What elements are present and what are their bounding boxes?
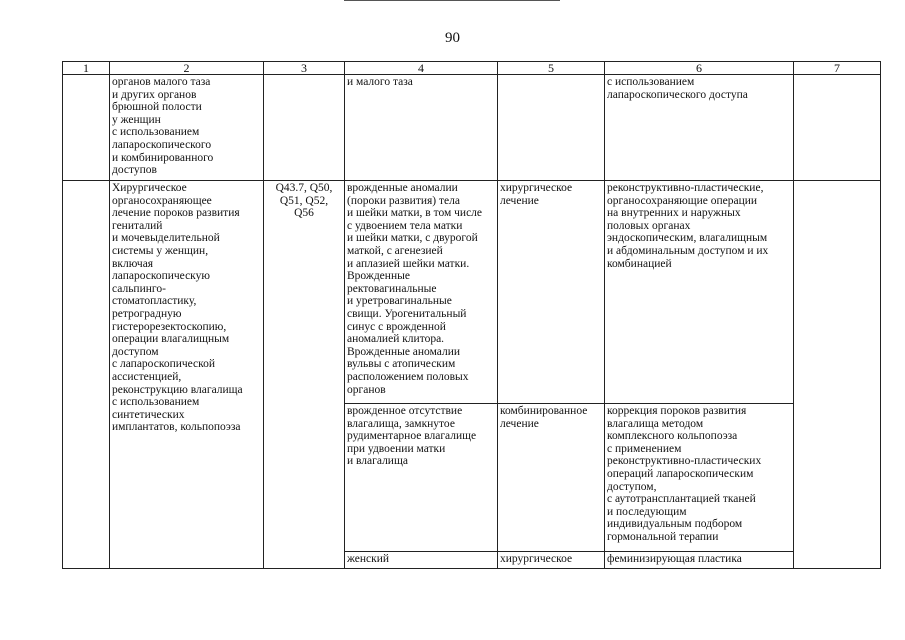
procedure-name-continued: органов малого таза и других органов брюшной полости у женщин с использованием лапароскопического и комбинированного доступов: [112, 76, 214, 177]
row2-col5-cell: [498, 181, 605, 404]
row1-col1-cell: [63, 75, 110, 181]
column-number-3: 3: [264, 62, 345, 75]
row2-col6-cell: [605, 181, 794, 404]
row1-col4-cell: [345, 75, 498, 181]
method-text: с использованием лапароскопического доступа: [607, 76, 748, 101]
column-number-4: 4: [345, 62, 498, 75]
row3-col5-cell: [498, 404, 605, 552]
treatment-type: комбинированное лечение: [500, 405, 588, 430]
row1-col2-cell: [110, 75, 264, 181]
column-number-2: 2: [110, 62, 264, 75]
method-text: феминизирующая пластика: [607, 553, 742, 565]
procedure-name: Хирургическое органосохраняющее лечение пороков развития гениталий и мочевыделительной системы у женщин, включая лапароскопическую сальпинго- стоматопластику, ретроградную гистерорезектоскопию, операции влагалищным доступом с лапароскопической ассистенцией, реконструкцию влагалища с использованием синтетических имплантатов, кольпопоэза: [112, 182, 243, 434]
row4-col6-cell: [605, 552, 794, 569]
column-number-7: 7: [794, 62, 881, 75]
page-number: 90: [445, 30, 460, 46]
diagnosis-text: врожденное отсутствие влагалища, замкнутое рудиментарное влагалище при удвоении матки и влагалища: [347, 405, 477, 468]
row4-col4-cell: [345, 552, 498, 569]
top-rule: [344, 0, 560, 1]
diagnosis-text: и малого таза: [347, 76, 413, 88]
row3-col4-cell: [345, 404, 498, 552]
icd-codes: Q43.7, Q50, Q51, Q52, Q56: [275, 182, 333, 220]
column-number-1: 1: [63, 62, 110, 75]
column-number-6: 6: [605, 62, 794, 75]
method-text: коррекция пороков развития влагалища методом комплексного кольпопоэза с применением реконструктивно-пластических операций лапароскопическим доступом, с аутотрансплантацией тканей и последующим индивидуальным подбором гормональной терапии: [607, 405, 762, 543]
row2-col4-cell: [345, 181, 498, 404]
row2-col1-cell: [63, 181, 110, 569]
row1-col5-cell: [498, 75, 605, 181]
diagnosis-text: врожденные аномалии (пороки развития) тела и шейки матки, в том числе с удвоением тела матки и шейки матки, с двурогой маткой, с агенезией и аплазией шейки матки. Врожденные ректовагинальные и уретровагинальные свищи. Урогенитальный синус с врожденной аномалией клитора. Врожденные аномалии вульвы с атопическим расположением половых органов: [347, 182, 483, 396]
treatment-type: хирургическое: [500, 553, 573, 565]
row1-col3-cell: [264, 75, 345, 181]
treatment-type: хирургическое лечение: [500, 182, 573, 207]
row4-col5-cell: [498, 552, 605, 569]
table-header-row: [63, 62, 881, 75]
row2-col3-cell: [264, 181, 345, 569]
medical-procedures-table: [62, 61, 881, 569]
row2-col7-cell: [794, 181, 881, 569]
table-row: [63, 75, 881, 181]
method-text: реконструктивно-пластические, органосохраняющие операции на внутренних и наружных половых органах эндоскопическим, влагалищным и абдоминальным доступом и их комбинацией: [607, 182, 769, 270]
row2-col2-cell: [110, 181, 264, 569]
row1-col6-cell: [605, 75, 794, 181]
row1-col7-cell: [794, 75, 881, 181]
row3-col6-cell: [605, 404, 794, 552]
column-number-5: 5: [498, 62, 605, 75]
table-row: [63, 181, 881, 404]
diagnosis-text: женский: [347, 553, 390, 565]
